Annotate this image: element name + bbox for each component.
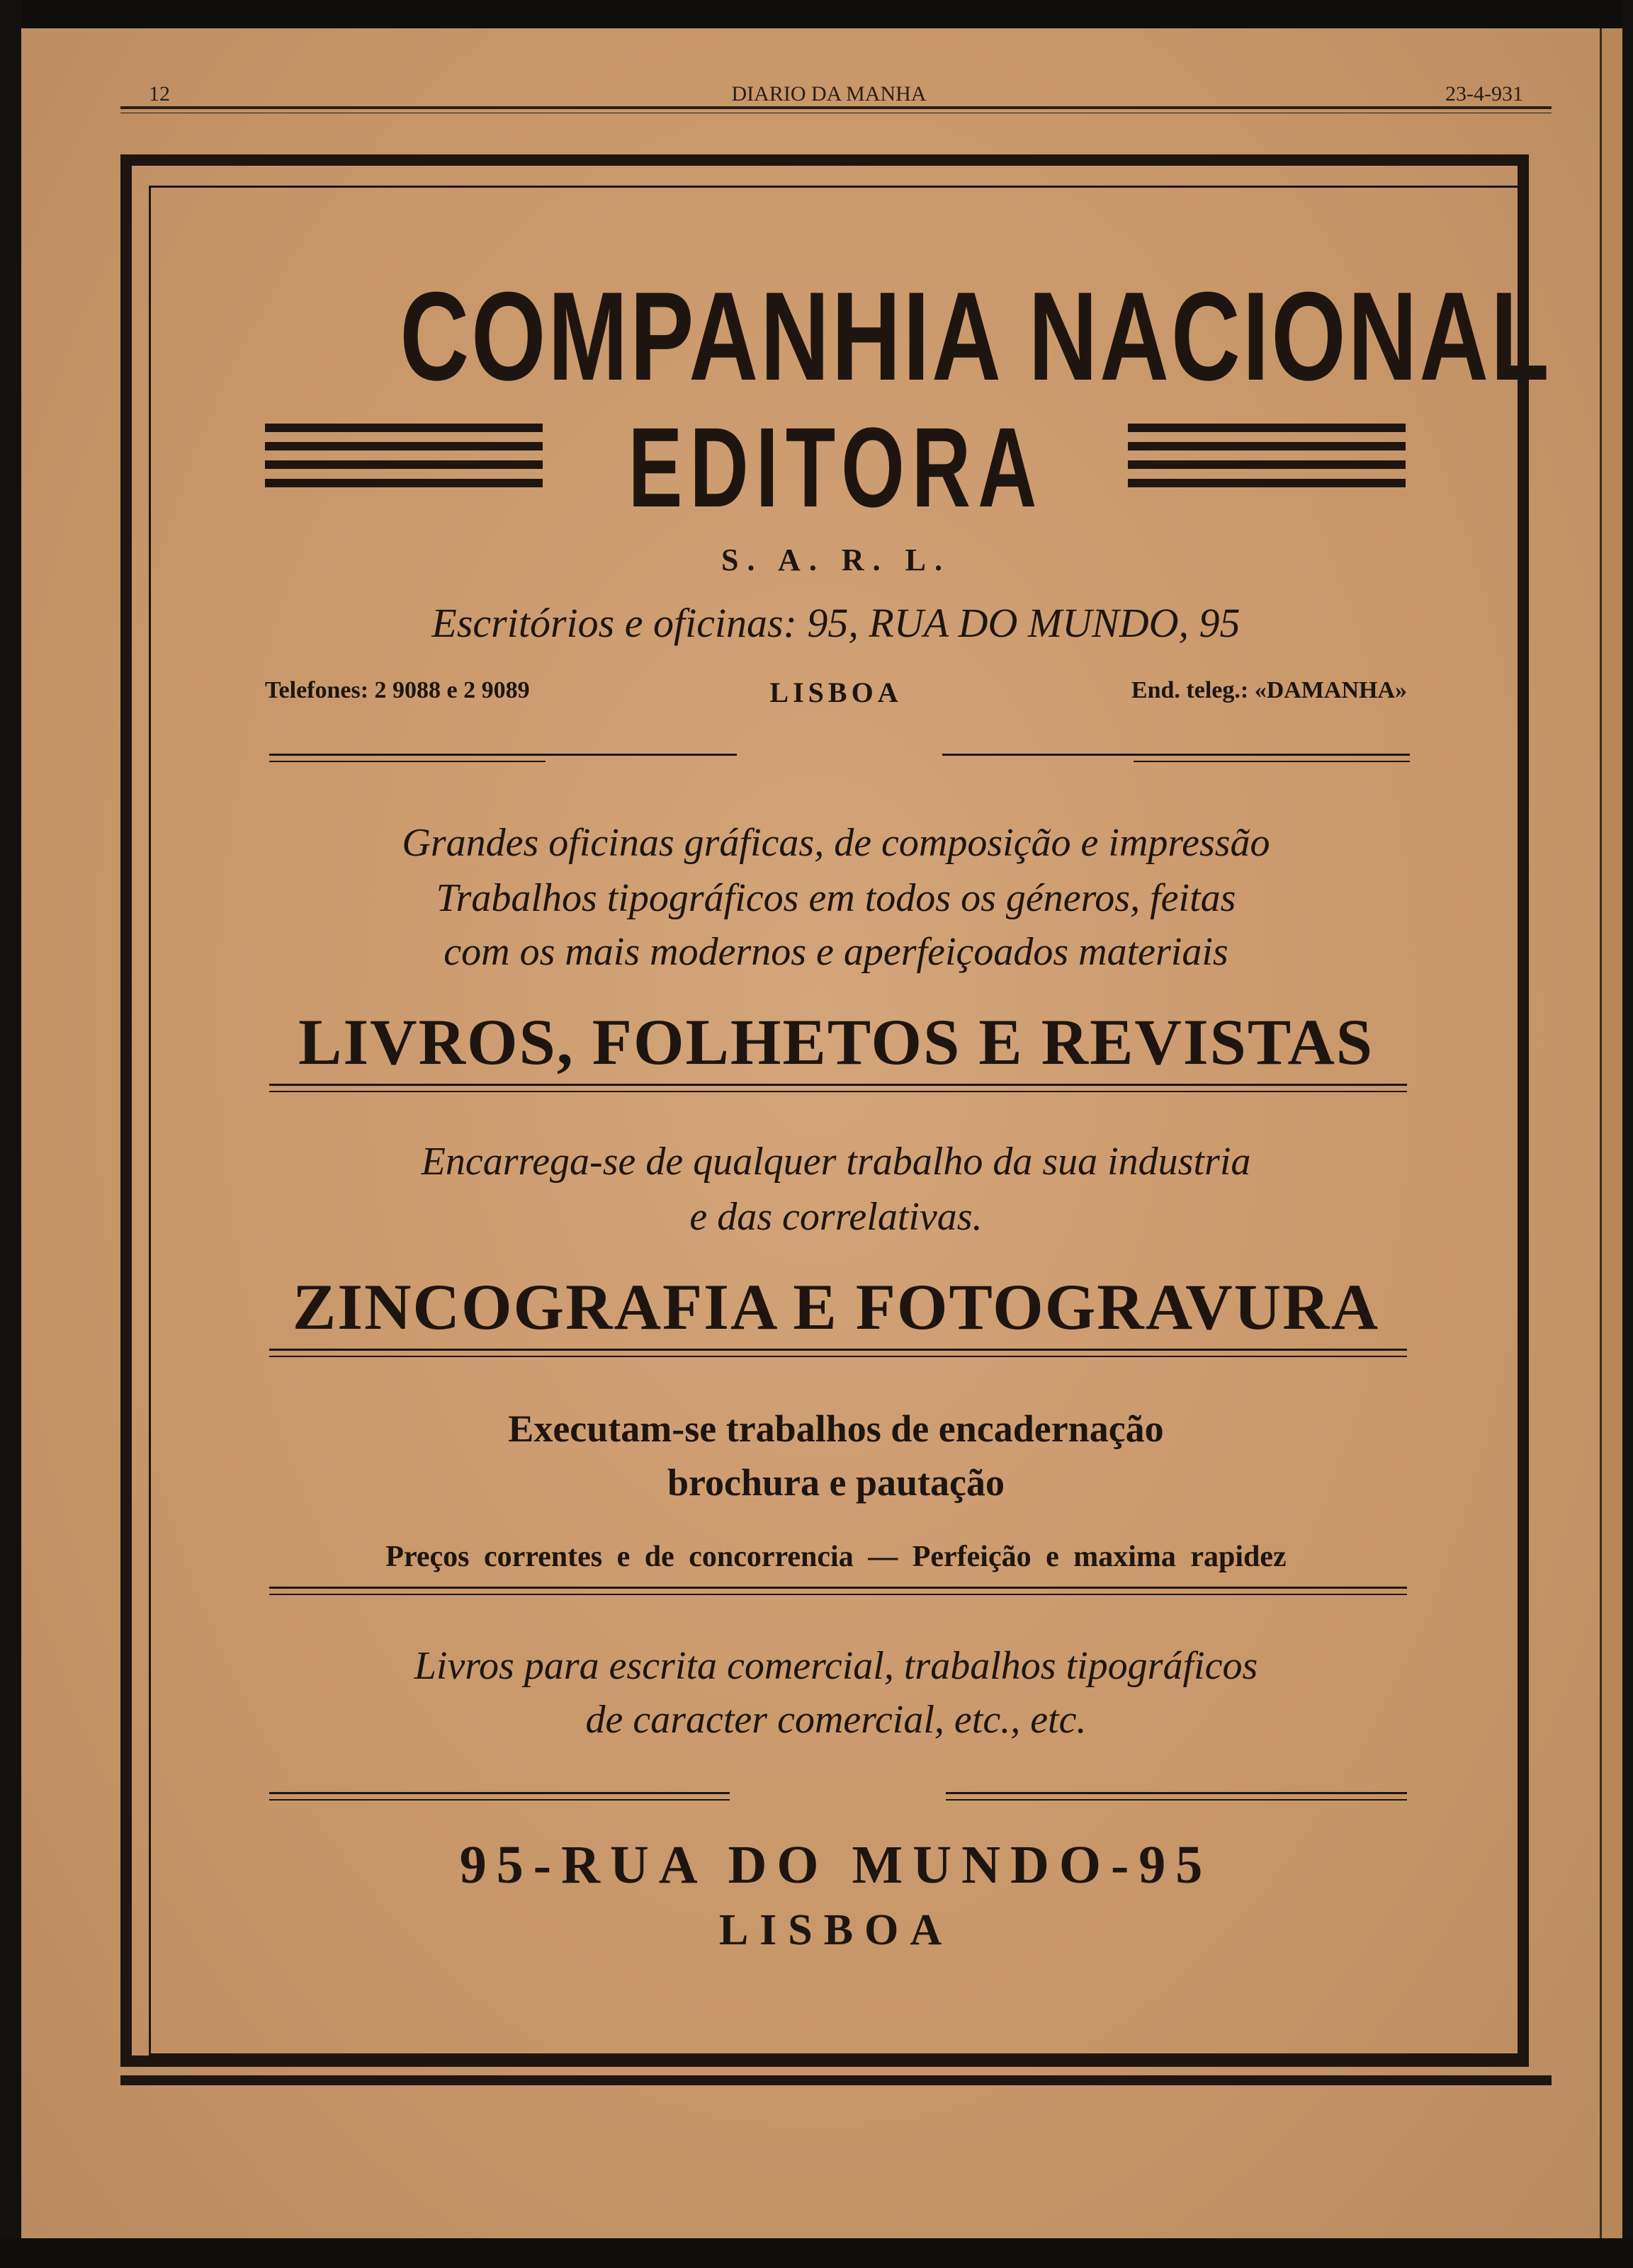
heading-zincography: ZINCOGRAFIA E FOTOGRAVURA	[292, 1271, 1380, 1343]
newspaper-title: DIARIO DA MANHA	[731, 82, 927, 106]
footer-divider-left	[269, 1792, 730, 1794]
contact-row	[265, 677, 1407, 713]
graphics-line-2: Trabalhos tipográficos em todos os géneros, feitas	[436, 876, 1236, 920]
heading-books-rule-thin	[269, 1091, 1407, 1092]
footer-city: LISBOA	[718, 1906, 954, 1954]
prices-rule-thin	[269, 1594, 1407, 1595]
scan-border-right	[1622, 0, 1633, 2268]
scan-border-bottom	[0, 2238, 1633, 2268]
graphics-line-1: Grandes oficinas gráficas, de composição e impressão	[402, 821, 1270, 865]
prices-line: Preços correntes e de concorrencia — Perfeição e maxima rapidez	[385, 1541, 1287, 1573]
ad-bottom-rule	[120, 2075, 1552, 2085]
binding-line-2: brochura e pautação	[667, 1461, 1005, 1504]
company-name: COMPANHIA NACIONAL	[400, 266, 1552, 407]
prices-rule	[269, 1587, 1407, 1589]
divider-right-thin	[1134, 761, 1410, 762]
footer-divider-left-thin	[269, 1799, 730, 1801]
divider-left-thin	[269, 761, 546, 762]
divider-left	[269, 754, 737, 756]
telegraph-address: End. teleg.: «DAMANHA»	[1131, 677, 1407, 703]
adjacent-page-edge	[1600, 28, 1624, 2238]
scan-border-top	[0, 0, 1633, 28]
page-number: 12	[149, 82, 170, 106]
binding-line-1: Executam-se trabalhos de encadernação	[508, 1407, 1164, 1450]
heading-books-rule	[269, 1084, 1407, 1086]
books-line-1: Livros para escrita comercial, trabalhos tipográficos	[414, 1644, 1258, 1688]
city-label: LISBOA	[769, 676, 903, 708]
office-address: Escritórios e oficinas: 95, RUA DO MUNDO, 95	[431, 600, 1241, 646]
heading-zincography-rule	[269, 1349, 1407, 1351]
footer-divider-right	[946, 1792, 1407, 1794]
divider-right	[942, 754, 1410, 756]
scan-border-left	[0, 0, 21, 2268]
industry-line-1: Encarrega-se de qualquer trabalho da sua industria	[421, 1140, 1251, 1184]
legal-form: S. A. R. L.	[721, 543, 951, 577]
industry-line-2: e das correlativas.	[689, 1195, 983, 1239]
phone-numbers: Telefones: 2 9088 e 2 9089	[265, 677, 530, 703]
header-rule	[120, 106, 1552, 109]
street-address: 95-RUA DO MUNDO-95	[459, 1835, 1213, 1895]
heading-books: LIVROS, FOLHETOS E REVISTAS	[298, 1006, 1374, 1078]
heading-zincography-rule-thin	[269, 1356, 1407, 1357]
books-line-2: de caracter comercial, etc., etc.	[585, 1698, 1087, 1742]
company-subtitle: EDITORA	[628, 404, 1044, 531]
footer-divider-right-thin	[946, 1799, 1407, 1801]
graphics-line-3: com os mais modernos e aperfeiçoados materiais	[443, 930, 1228, 974]
issue-date: 23-4-931	[1445, 82, 1523, 106]
